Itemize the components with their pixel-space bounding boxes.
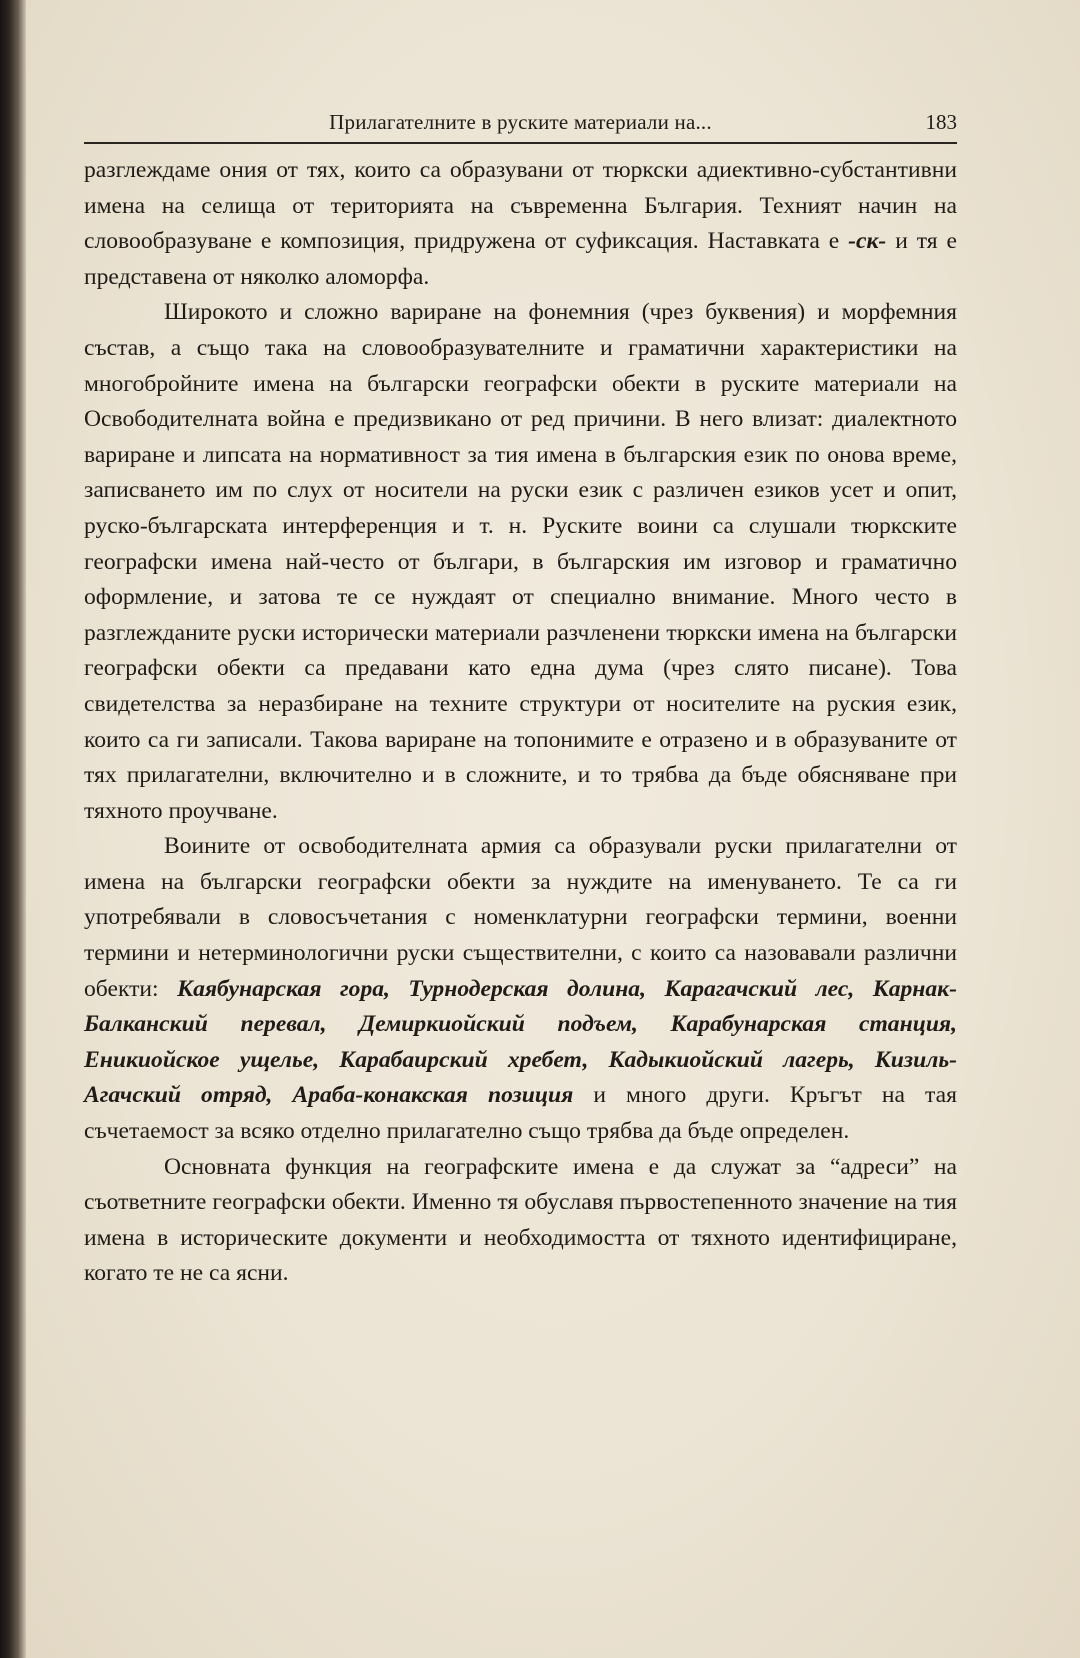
paragraph <box>84 1150 957 1292</box>
paragraph <box>84 829 957 1149</box>
text-run: Широкото и сложно вариране на фонемния (чрез буквения) и морфемния състав, а също така на словообразувателните и граматични характеристики на многобройните имена на български географски обекти в руските материали на Освободителната война е предизвикано от ред причини. В него влизат: диалектното вариране и липсата на нормативност за тия имена в българския език по онова време, записването им по слух от носители на руски език с различен езиков усет и опит, руско-българската интерференция и т. н. Руските воини са слушали тюркските географски имена най-често от българи, в българския им изговор и граматично оформление, и затова те се нуждаят от специално внимание. Много често в разглежданите руски исторически материали разчленени тюркски имена на български географски обекти са предавани като една дума (чрез слято писане). Това свидетелства за неразбиране на техните структури от носителите на руския език, които са ги записали. Такова вариране на топонимите е отразено и в образуваните от тях прилагателни, включително и в сложните, и то трябва да бъде обясняване при тяхното проучване. <box>84 299 957 824</box>
italic-term: -ск- <box>848 228 887 255</box>
text-run: Основната функция на географските имена е да служат за “адреси” на съответните географски обекти. Именно тя обуславя първостепенното значение на тия имена в историческите документи и необходимостта от тяхното идентифициране, когато те не са ясни. <box>84 1153 957 1287</box>
paragraph <box>84 153 957 295</box>
italic-examples: Каябунарская гора, Турнодерская долина, Карагачский лес, Карнак-Балканский перевал, Демиркиойский подъем, Карабунарская станция, Еникиойское ущелье, Карабаирский хребет, Кадыкиойский лагерь, Кизиль-Агачский отряд, Араба-конакская позиция <box>84 975 957 1109</box>
text-run: Воините от освободителната армия са образували руски прилагателни от имена на български географски обекти за нуждите на именуването. Те са ги употребявали в словосъчетания с номенклатурни географски термини, военни термини и нетерминологични руски съществителни, с които са назовавали различни обекти: <box>84 833 957 1002</box>
running-title: Прилагателните в руските материали на... <box>329 110 712 134</box>
text-run: разглеждаме ония от тях, които са образувани от тюркски адиективно-субстантивни имена на селища от територията на съвременна България. Техният начин на словообразуване е композиция, придружена от суфиксация. Наставката е <box>84 157 957 255</box>
book-binding-edge <box>0 0 26 1658</box>
text-run: и тя е представена от няколко аломорфа. <box>84 228 957 290</box>
page-header <box>84 108 957 144</box>
paragraph <box>84 295 957 829</box>
body-text <box>84 153 957 1292</box>
page-number: 183 <box>925 110 957 134</box>
text-run: и много други. Кръгът на тая съчетаемост за всяко отделно прилагателно също трябва да бъде определен. <box>84 1082 957 1145</box>
